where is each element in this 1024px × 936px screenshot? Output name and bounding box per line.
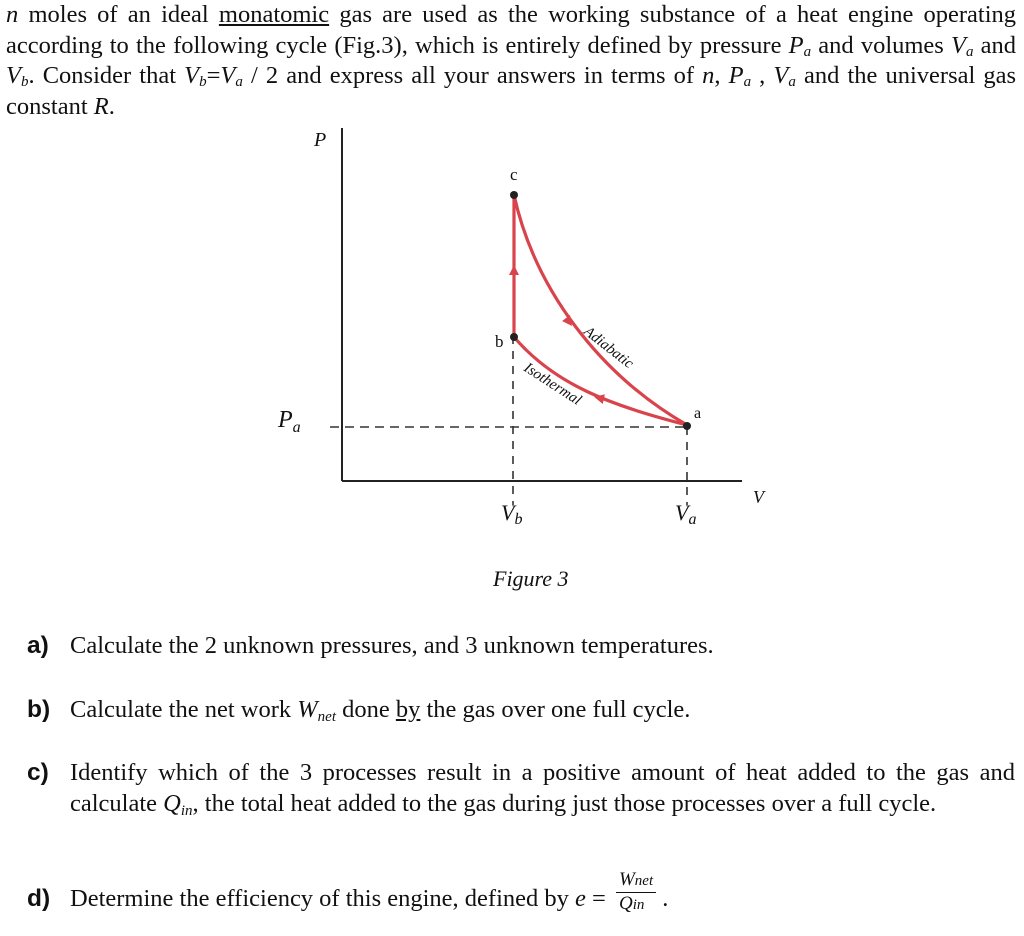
point-a-label: a <box>694 405 702 422</box>
pa-label: $P_a$ <box>278 407 301 436</box>
question-d-label: d) <box>27 885 51 912</box>
efficiency-fraction: $\frac{\text{Wnet}}{\text{Qin}}$ <box>616 869 656 916</box>
var-n: n <box>6 1 19 28</box>
point-a-dot <box>683 422 691 430</box>
question-a <box>27 631 1015 662</box>
point-b-dot <box>510 333 518 341</box>
question-d <box>27 868 1015 916</box>
va-label: Va <box>675 500 697 528</box>
question-b-text: Calculate the net work $W_{net}$ done by the gas over one full cycle. <box>70 696 691 725</box>
isothermal-label: Isothermal <box>520 359 585 409</box>
point-c-label: c <box>510 165 518 184</box>
underlined-monatomic: monatomic <box>218 1 330 28</box>
adiabatic-curve-ca <box>514 195 687 425</box>
question-a-label: a) <box>27 632 49 659</box>
question-d-text: Determine the efficiency of this engine, defined by e = $\frac{\text{Wnet}}{\text{Qin}}$ . <box>70 868 669 914</box>
axis-p-label: P <box>314 129 327 151</box>
question-c-text: Identify which of the 3 processes result in a positive amount of heat added to the gas and calculate $Q_{in}$, the total heat added to the gas during just those processes over a full cycle. <box>70 759 1015 819</box>
question-b-label: b) <box>27 696 51 723</box>
question-a-text: Calculate the 2 unknown pressures, and 3 unknown temperatures. <box>70 632 714 659</box>
problem-intro: n moles of an ideal monatomic gas are used as the working substance of a heat engine operating according to the following cycle (Fig.3), which is entirely defined by pressure $P_a$ and volumes $V_a$ and $V_b$. Consider that $V_b=V_a / 2$ and express all your answers in terms of n, $P_a$ , $V_a$ and the universal gas constant R. <box>6 1 1017 120</box>
question-c-label: c) <box>27 759 49 786</box>
point-c-dot <box>510 191 518 199</box>
axis-v-label: V <box>753 487 764 507</box>
vb-label: Vb <box>501 500 523 528</box>
question-b <box>27 695 1015 726</box>
adiabatic-label: Adiabatic <box>580 323 637 373</box>
underlined-by: by <box>395 696 421 723</box>
question-c <box>27 758 1015 819</box>
point-b-label: b <box>495 332 504 351</box>
figure-caption: Figure 3 <box>493 566 569 591</box>
